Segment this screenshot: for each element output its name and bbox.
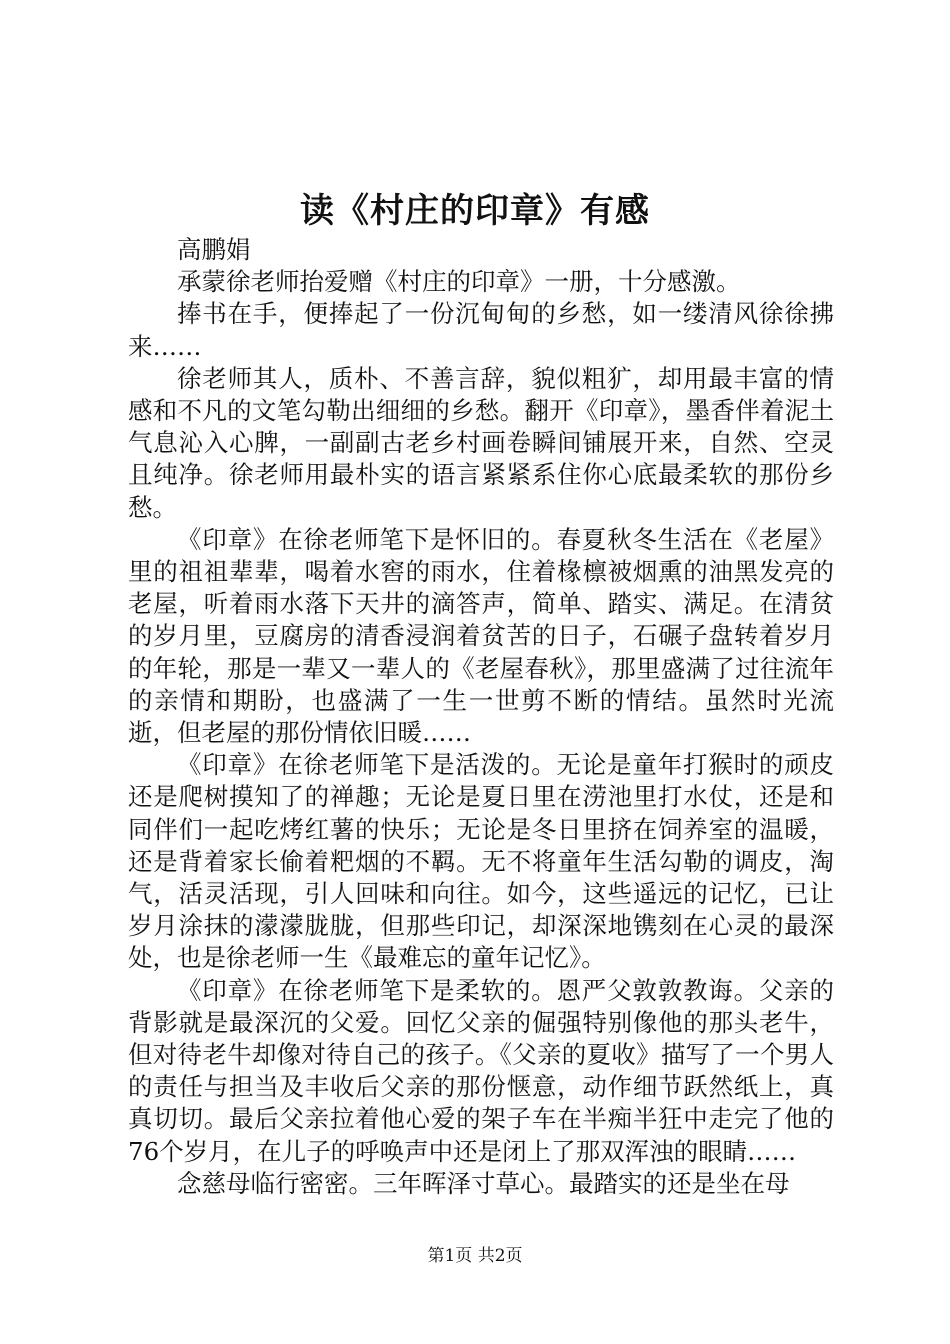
page-footer: 第1页 共2页 [427,1246,523,1266]
paragraph: 《印章》在徐老师笔下是活泼的。无论是童年打猴时的顽皮还是爬树摸知了的禅趣；无论是夏日里在涝池里打水仗，还是和同伴们一起吃烤红薯的快乐；无论是冬日里挤在饲养室的温暖，还是背着家长偷着粑烟的不羁。无不将童年生活勾勒的调皮，淘气，活灵活现，引人回味和向往。如今，这些遥远的记忆，已让岁月涂抹的濛濛胧胧，但那些印记，却深深地镌刻在心灵的最深处，也是徐老师一生《最难忘的童年记忆》。 [128,750,834,973]
paragraph: 念慈母临行密密。三年晖泽寸草心。最踏实的还是坐在母 [177,1168,790,1198]
paragraph: 《印章》在徐老师笔下是柔软的。恩严父敦敦教诲。父亲的背影就是最深沉的父爱。回忆父亲的倔强特别像他的那头老牛，但对待老牛却像对待自己的孩子。《父亲的夏收》描写了一个男人的责任与担当及丰收后父亲的那份惬意，动作细节跃然纸上，真真切切。最后父亲拉着他心爱的架子车在半痴半狂中走完了他的76个岁月，在儿子的呼唤声中还是闭上了那双浑浊的眼睛…… [128,975,834,1166]
paragraph: 承蒙徐老师抬爱赠《村庄的印章》一册，十分感激。 [177,267,741,297]
document-title: 读《村庄的印章》有感 [300,191,650,231]
author-line: 高鹏娟 [177,235,251,264]
document-body [128,234,834,1200]
paragraph: 捧书在手，便捧起了一份沉甸甸的乡愁，如一缕清风徐徐拂来…… [128,299,834,361]
paragraph: 徐老师其人，质朴、不善言辞，貌似粗犷，却用最丰富的情感和不凡的文笔勾勒出细细的乡愁。翻开《印章》，墨香伴着泥土气息沁入心脾，一副副古老乡村画卷瞬间铺展开来，自然、空灵且纯净。徐老师用最朴实的语言紧紧系住你心底最柔软的那份乡愁。 [128,363,834,522]
paragraph: 《印章》在徐老师笔下是怀旧的。春夏秋冬生活在《老屋》里的祖祖辈辈，喝着水窖的雨水，住着椽檩被烟熏的油黑发亮的老屋，听着雨水落下天井的滴答声，简单、踏实、满足。在清贫的岁月里，豆腐房的清香浸润着贫苦的日子，石碾子盘转着岁月的年轮，那是一辈又一辈人的《老屋春秋》，那里盛满了过往流年的亲情和期盼，也盛满了一生一世剪不断的情结。虽然时光流逝，但老屋的那份情依旧暖…… [128,524,834,748]
